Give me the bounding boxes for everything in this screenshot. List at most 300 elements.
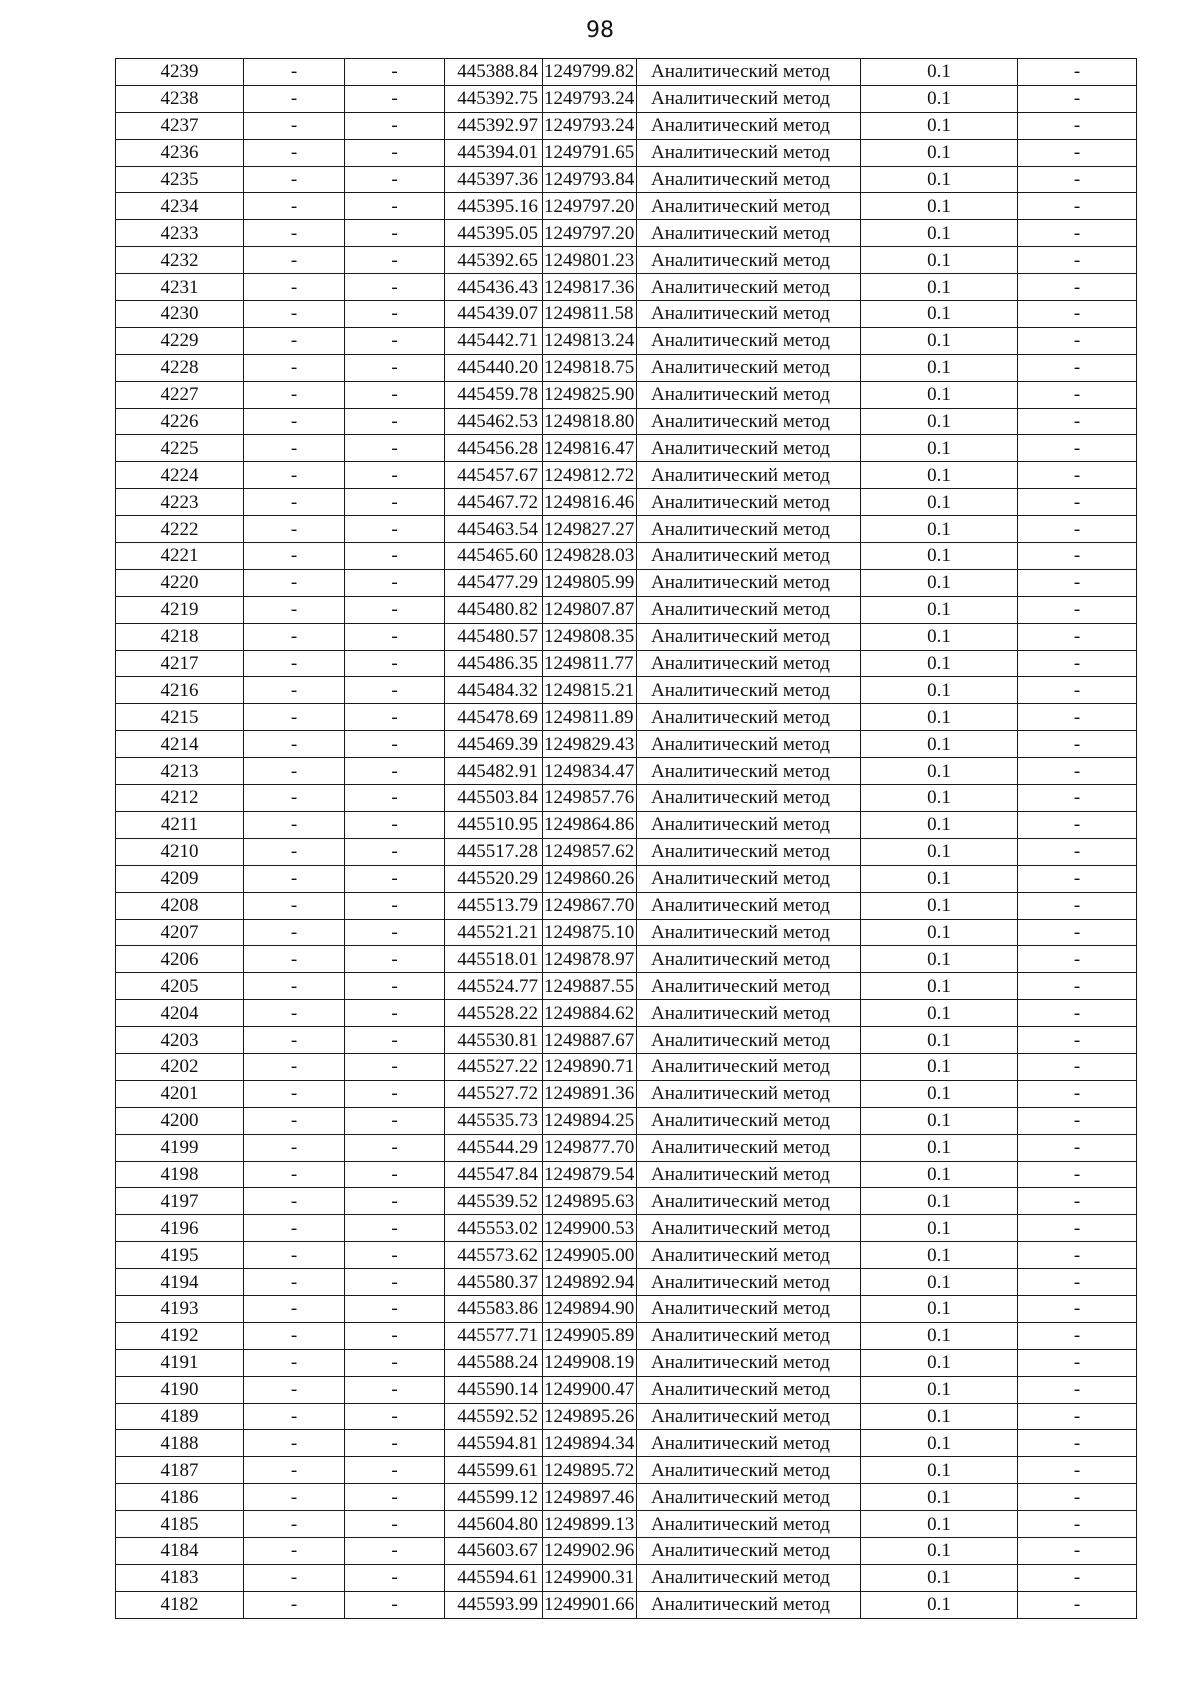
- empty-cell: -: [244, 758, 345, 785]
- empty-cell: -: [345, 1511, 445, 1538]
- empty-cell: -: [345, 1403, 445, 1430]
- point-number-cell: 4203: [116, 1027, 244, 1054]
- empty-cell: -: [244, 1269, 345, 1296]
- empty-cell: -: [244, 354, 345, 381]
- y-coordinate-cell: 1249808.35: [543, 623, 637, 650]
- table-row: [116, 220, 1137, 247]
- empty-cell: -: [345, 1457, 445, 1484]
- method-cell: Аналитический метод: [637, 973, 861, 1000]
- accuracy-cell: 0.1: [861, 112, 1018, 139]
- page-number: 98: [586, 18, 614, 43]
- empty-cell: -: [345, 1591, 445, 1618]
- table-row: [116, 166, 1137, 193]
- accuracy-cell: 0.1: [861, 462, 1018, 489]
- method-cell: Аналитический метод: [637, 623, 861, 650]
- x-coordinate-cell: 445527.72: [445, 1080, 543, 1107]
- method-cell: Аналитический метод: [637, 1053, 861, 1080]
- empty-cell: -: [345, 1376, 445, 1403]
- empty-cell: -: [1018, 139, 1137, 166]
- empty-cell: -: [345, 435, 445, 462]
- point-number-cell: 4227: [116, 381, 244, 408]
- empty-cell: -: [345, 1564, 445, 1591]
- accuracy-cell: 0.1: [861, 704, 1018, 731]
- empty-cell: -: [345, 946, 445, 973]
- y-coordinate-cell: 1249905.89: [543, 1322, 637, 1349]
- table-row: [116, 704, 1137, 731]
- y-coordinate-cell: 1249864.86: [543, 811, 637, 838]
- empty-cell: -: [244, 1295, 345, 1322]
- accuracy-cell: 0.1: [861, 677, 1018, 704]
- table-row: [116, 623, 1137, 650]
- table-row: [116, 112, 1137, 139]
- method-cell: Аналитический метод: [637, 1188, 861, 1215]
- accuracy-cell: 0.1: [861, 758, 1018, 785]
- accuracy-cell: 0.1: [861, 274, 1018, 301]
- empty-cell: -: [244, 193, 345, 220]
- empty-cell: -: [345, 1484, 445, 1511]
- table-row: [116, 1322, 1137, 1349]
- point-number-cell: 4219: [116, 596, 244, 623]
- empty-cell: -: [1018, 1349, 1137, 1376]
- empty-cell: -: [1018, 1107, 1137, 1134]
- method-cell: Аналитический метод: [637, 247, 861, 274]
- method-cell: Аналитический метод: [637, 1161, 861, 1188]
- x-coordinate-cell: 445436.43: [445, 274, 543, 301]
- x-coordinate-cell: 445480.57: [445, 623, 543, 650]
- y-coordinate-cell: 1249879.54: [543, 1161, 637, 1188]
- empty-cell: -: [244, 301, 345, 328]
- table-row: [116, 1511, 1137, 1538]
- empty-cell: -: [1018, 489, 1137, 516]
- table-row: [116, 354, 1137, 381]
- point-number-cell: 4206: [116, 946, 244, 973]
- accuracy-cell: 0.1: [861, 650, 1018, 677]
- accuracy-cell: 0.1: [861, 973, 1018, 1000]
- y-coordinate-cell: 1249895.26: [543, 1403, 637, 1430]
- empty-cell: -: [345, 220, 445, 247]
- x-coordinate-cell: 445394.01: [445, 139, 543, 166]
- empty-cell: -: [244, 838, 345, 865]
- method-cell: Аналитический метод: [637, 112, 861, 139]
- method-cell: Аналитический метод: [637, 1511, 861, 1538]
- empty-cell: -: [244, 274, 345, 301]
- accuracy-cell: 0.1: [861, 785, 1018, 812]
- point-number-cell: 4211: [116, 811, 244, 838]
- empty-cell: -: [244, 543, 345, 570]
- y-coordinate-cell: 1249827.27: [543, 516, 637, 543]
- y-coordinate-cell: 1249895.72: [543, 1457, 637, 1484]
- method-cell: Аналитический метод: [637, 1000, 861, 1027]
- x-coordinate-cell: 445482.91: [445, 758, 543, 785]
- empty-cell: -: [345, 381, 445, 408]
- empty-cell: -: [345, 811, 445, 838]
- point-number-cell: 4238: [116, 85, 244, 112]
- accuracy-cell: 0.1: [861, 85, 1018, 112]
- method-cell: Аналитический метод: [637, 865, 861, 892]
- point-number-cell: 4207: [116, 919, 244, 946]
- empty-cell: -: [244, 1457, 345, 1484]
- method-cell: Аналитический метод: [637, 785, 861, 812]
- point-number-cell: 4197: [116, 1188, 244, 1215]
- empty-cell: -: [244, 731, 345, 758]
- method-cell: Аналитический метод: [637, 1457, 861, 1484]
- empty-cell: -: [1018, 919, 1137, 946]
- method-cell: Аналитический метод: [637, 193, 861, 220]
- empty-cell: -: [345, 408, 445, 435]
- point-number-cell: 4183: [116, 1564, 244, 1591]
- y-coordinate-cell: 1249811.77: [543, 650, 637, 677]
- empty-cell: -: [244, 247, 345, 274]
- table-row: [116, 946, 1137, 973]
- accuracy-cell: 0.1: [861, 220, 1018, 247]
- empty-cell: -: [244, 785, 345, 812]
- table-row: [116, 569, 1137, 596]
- point-number-cell: 4239: [116, 59, 244, 86]
- x-coordinate-cell: 445583.86: [445, 1295, 543, 1322]
- x-coordinate-cell: 445547.84: [445, 1161, 543, 1188]
- empty-cell: -: [345, 1242, 445, 1269]
- empty-cell: -: [244, 327, 345, 354]
- empty-cell: -: [1018, 1134, 1137, 1161]
- method-cell: Аналитический метод: [637, 946, 861, 973]
- y-coordinate-cell: 1249892.94: [543, 1269, 637, 1296]
- x-coordinate-cell: 445513.79: [445, 892, 543, 919]
- point-number-cell: 4214: [116, 731, 244, 758]
- method-cell: Аналитический метод: [637, 516, 861, 543]
- method-cell: Аналитический метод: [637, 166, 861, 193]
- accuracy-cell: 0.1: [861, 1457, 1018, 1484]
- empty-cell: -: [1018, 1080, 1137, 1107]
- point-number-cell: 4187: [116, 1457, 244, 1484]
- y-coordinate-cell: 1249877.70: [543, 1134, 637, 1161]
- empty-cell: -: [1018, 1053, 1137, 1080]
- accuracy-cell: 0.1: [861, 1000, 1018, 1027]
- x-coordinate-cell: 445518.01: [445, 946, 543, 973]
- empty-cell: -: [244, 650, 345, 677]
- empty-cell: -: [1018, 112, 1137, 139]
- empty-cell: -: [345, 274, 445, 301]
- x-coordinate-cell: 445594.61: [445, 1564, 543, 1591]
- empty-cell: -: [244, 435, 345, 462]
- table-row: [116, 1564, 1137, 1591]
- point-number-cell: 4236: [116, 139, 244, 166]
- empty-cell: -: [345, 1107, 445, 1134]
- table-row: [116, 85, 1137, 112]
- x-coordinate-cell: 445593.99: [445, 1591, 543, 1618]
- empty-cell: -: [244, 1188, 345, 1215]
- method-cell: Аналитический метод: [637, 1484, 861, 1511]
- empty-cell: -: [1018, 85, 1137, 112]
- x-coordinate-cell: 445544.29: [445, 1134, 543, 1161]
- point-number-cell: 4209: [116, 865, 244, 892]
- point-number-cell: 4189: [116, 1403, 244, 1430]
- y-coordinate-cell: 1249829.43: [543, 731, 637, 758]
- accuracy-cell: 0.1: [861, 59, 1018, 86]
- empty-cell: -: [244, 1080, 345, 1107]
- table-row: [116, 1027, 1137, 1054]
- x-coordinate-cell: 445392.75: [445, 85, 543, 112]
- empty-cell: -: [345, 139, 445, 166]
- method-cell: Аналитический метод: [637, 1537, 861, 1564]
- table-row: [116, 731, 1137, 758]
- empty-cell: -: [244, 85, 345, 112]
- empty-cell: -: [345, 516, 445, 543]
- x-coordinate-cell: 445517.28: [445, 838, 543, 865]
- empty-cell: -: [244, 1053, 345, 1080]
- y-coordinate-cell: 1249900.53: [543, 1215, 637, 1242]
- empty-cell: -: [345, 193, 445, 220]
- accuracy-cell: 0.1: [861, 1215, 1018, 1242]
- empty-cell: -: [244, 381, 345, 408]
- y-coordinate-cell: 1249791.65: [543, 139, 637, 166]
- empty-cell: -: [345, 247, 445, 274]
- accuracy-cell: 0.1: [861, 892, 1018, 919]
- method-cell: Аналитический метод: [637, 381, 861, 408]
- method-cell: Аналитический метод: [637, 1591, 861, 1618]
- table-row: [116, 1591, 1137, 1618]
- empty-cell: -: [345, 112, 445, 139]
- empty-cell: -: [1018, 408, 1137, 435]
- table-row: [116, 59, 1137, 86]
- empty-cell: -: [1018, 1484, 1137, 1511]
- point-number-cell: 4205: [116, 973, 244, 1000]
- empty-cell: -: [1018, 1403, 1137, 1430]
- accuracy-cell: 0.1: [861, 1107, 1018, 1134]
- table-row: [116, 193, 1137, 220]
- table-row: [116, 1403, 1137, 1430]
- method-cell: Аналитический метод: [637, 1322, 861, 1349]
- accuracy-cell: 0.1: [861, 193, 1018, 220]
- empty-cell: -: [1018, 704, 1137, 731]
- method-cell: Аналитический метод: [637, 1295, 861, 1322]
- y-coordinate-cell: 1249901.66: [543, 1591, 637, 1618]
- empty-cell: -: [1018, 865, 1137, 892]
- x-coordinate-cell: 445465.60: [445, 543, 543, 570]
- empty-cell: -: [1018, 1000, 1137, 1027]
- point-number-cell: 4231: [116, 274, 244, 301]
- x-coordinate-cell: 445604.80: [445, 1511, 543, 1538]
- accuracy-cell: 0.1: [861, 1295, 1018, 1322]
- method-cell: Аналитический метод: [637, 1027, 861, 1054]
- empty-cell: -: [1018, 354, 1137, 381]
- empty-cell: -: [1018, 543, 1137, 570]
- y-coordinate-cell: 1249811.58: [543, 301, 637, 328]
- empty-cell: -: [345, 973, 445, 1000]
- accuracy-cell: 0.1: [861, 1269, 1018, 1296]
- point-number-cell: 4229: [116, 327, 244, 354]
- method-cell: Аналитический метод: [637, 408, 861, 435]
- point-number-cell: 4202: [116, 1053, 244, 1080]
- y-coordinate-cell: 1249884.62: [543, 1000, 637, 1027]
- accuracy-cell: 0.1: [861, 1134, 1018, 1161]
- y-coordinate-cell: 1249900.31: [543, 1564, 637, 1591]
- empty-cell: -: [345, 919, 445, 946]
- accuracy-cell: 0.1: [861, 1188, 1018, 1215]
- x-coordinate-cell: 445392.97: [445, 112, 543, 139]
- empty-cell: -: [345, 1188, 445, 1215]
- x-coordinate-cell: 445457.67: [445, 462, 543, 489]
- empty-cell: -: [1018, 247, 1137, 274]
- y-coordinate-cell: 1249813.24: [543, 327, 637, 354]
- empty-cell: -: [244, 623, 345, 650]
- empty-cell: -: [244, 1430, 345, 1457]
- table-row: [116, 489, 1137, 516]
- y-coordinate-cell: 1249894.25: [543, 1107, 637, 1134]
- empty-cell: -: [345, 1000, 445, 1027]
- x-coordinate-cell: 445395.05: [445, 220, 543, 247]
- empty-cell: -: [1018, 220, 1137, 247]
- point-number-cell: 4215: [116, 704, 244, 731]
- point-number-cell: 4225: [116, 435, 244, 462]
- empty-cell: -: [1018, 516, 1137, 543]
- x-coordinate-cell: 445580.37: [445, 1269, 543, 1296]
- table-row: [116, 677, 1137, 704]
- y-coordinate-cell: 1249891.36: [543, 1080, 637, 1107]
- method-cell: Аналитический метод: [637, 139, 861, 166]
- empty-cell: -: [1018, 677, 1137, 704]
- empty-cell: -: [1018, 1537, 1137, 1564]
- empty-cell: -: [345, 596, 445, 623]
- table-row: [116, 274, 1137, 301]
- point-number-cell: 4192: [116, 1322, 244, 1349]
- empty-cell: -: [244, 408, 345, 435]
- point-number-cell: 4232: [116, 247, 244, 274]
- table-row: [116, 892, 1137, 919]
- table-row: [116, 1080, 1137, 1107]
- empty-cell: -: [345, 462, 445, 489]
- point-number-cell: 4228: [116, 354, 244, 381]
- empty-cell: -: [244, 489, 345, 516]
- empty-cell: -: [345, 731, 445, 758]
- y-coordinate-cell: 1249894.34: [543, 1430, 637, 1457]
- method-cell: Аналитический метод: [637, 1430, 861, 1457]
- table-row: [116, 1161, 1137, 1188]
- empty-cell: -: [345, 1322, 445, 1349]
- accuracy-cell: 0.1: [861, 1080, 1018, 1107]
- table-row: [116, 408, 1137, 435]
- accuracy-cell: 0.1: [861, 838, 1018, 865]
- empty-cell: -: [345, 758, 445, 785]
- point-number-cell: 4230: [116, 301, 244, 328]
- accuracy-cell: 0.1: [861, 919, 1018, 946]
- empty-cell: -: [1018, 946, 1137, 973]
- empty-cell: -: [1018, 1215, 1137, 1242]
- empty-cell: -: [244, 1564, 345, 1591]
- table-row: [116, 973, 1137, 1000]
- empty-cell: -: [244, 1484, 345, 1511]
- y-coordinate-cell: 1249890.71: [543, 1053, 637, 1080]
- accuracy-cell: 0.1: [861, 354, 1018, 381]
- table-row: [116, 139, 1137, 166]
- y-coordinate-cell: 1249895.63: [543, 1188, 637, 1215]
- y-coordinate-cell: 1249825.90: [543, 381, 637, 408]
- y-coordinate-cell: 1249887.55: [543, 973, 637, 1000]
- empty-cell: -: [1018, 758, 1137, 785]
- x-coordinate-cell: 445395.16: [445, 193, 543, 220]
- empty-cell: -: [244, 946, 345, 973]
- empty-cell: -: [345, 892, 445, 919]
- empty-cell: -: [244, 677, 345, 704]
- empty-cell: -: [345, 543, 445, 570]
- x-coordinate-cell: 445592.52: [445, 1403, 543, 1430]
- accuracy-cell: 0.1: [861, 569, 1018, 596]
- empty-cell: -: [345, 677, 445, 704]
- table-row: [116, 1107, 1137, 1134]
- y-coordinate-cell: 1249860.26: [543, 865, 637, 892]
- point-number-cell: 4212: [116, 785, 244, 812]
- method-cell: Аналитический метод: [637, 85, 861, 112]
- table-row: [116, 1000, 1137, 1027]
- method-cell: Аналитический метод: [637, 220, 861, 247]
- point-number-cell: 4196: [116, 1215, 244, 1242]
- table-row: [116, 1484, 1137, 1511]
- method-cell: Аналитический метод: [637, 59, 861, 86]
- empty-cell: -: [244, 973, 345, 1000]
- method-cell: Аналитический метод: [637, 1080, 861, 1107]
- y-coordinate-cell: 1249897.46: [543, 1484, 637, 1511]
- point-number-cell: 4218: [116, 623, 244, 650]
- table-row: [116, 596, 1137, 623]
- accuracy-cell: 0.1: [861, 731, 1018, 758]
- y-coordinate-cell: 1249908.19: [543, 1349, 637, 1376]
- accuracy-cell: 0.1: [861, 166, 1018, 193]
- x-coordinate-cell: 445484.32: [445, 677, 543, 704]
- method-cell: Аналитический метод: [637, 919, 861, 946]
- accuracy-cell: 0.1: [861, 327, 1018, 354]
- y-coordinate-cell: 1249811.89: [543, 704, 637, 731]
- x-coordinate-cell: 445503.84: [445, 785, 543, 812]
- y-coordinate-cell: 1249807.87: [543, 596, 637, 623]
- table-row: [116, 435, 1137, 462]
- accuracy-cell: 0.1: [861, 1161, 1018, 1188]
- accuracy-cell: 0.1: [861, 1484, 1018, 1511]
- empty-cell: -: [244, 1349, 345, 1376]
- method-cell: Аналитический метод: [637, 1107, 861, 1134]
- empty-cell: -: [1018, 785, 1137, 812]
- empty-cell: -: [1018, 301, 1137, 328]
- point-number-cell: 4233: [116, 220, 244, 247]
- method-cell: Аналитический метод: [637, 1242, 861, 1269]
- point-number-cell: 4182: [116, 1591, 244, 1618]
- accuracy-cell: 0.1: [861, 139, 1018, 166]
- method-cell: Аналитический метод: [637, 1215, 861, 1242]
- empty-cell: -: [244, 139, 345, 166]
- empty-cell: -: [1018, 569, 1137, 596]
- empty-cell: -: [345, 327, 445, 354]
- x-coordinate-cell: 445573.62: [445, 1242, 543, 1269]
- empty-cell: -: [1018, 973, 1137, 1000]
- y-coordinate-cell: 1249816.46: [543, 489, 637, 516]
- method-cell: Аналитический метод: [637, 543, 861, 570]
- empty-cell: -: [1018, 731, 1137, 758]
- accuracy-cell: 0.1: [861, 381, 1018, 408]
- empty-cell: -: [345, 838, 445, 865]
- point-number-cell: 4198: [116, 1161, 244, 1188]
- empty-cell: -: [345, 59, 445, 86]
- point-number-cell: 4190: [116, 1376, 244, 1403]
- empty-cell: -: [244, 59, 345, 86]
- x-coordinate-cell: 445520.29: [445, 865, 543, 892]
- empty-cell: -: [1018, 623, 1137, 650]
- table-row: [116, 758, 1137, 785]
- x-coordinate-cell: 445478.69: [445, 704, 543, 731]
- empty-cell: -: [345, 1215, 445, 1242]
- method-cell: Аналитический метод: [637, 1564, 861, 1591]
- method-cell: Аналитический метод: [637, 811, 861, 838]
- method-cell: Аналитический метод: [637, 462, 861, 489]
- accuracy-cell: 0.1: [861, 596, 1018, 623]
- y-coordinate-cell: 1249801.23: [543, 247, 637, 274]
